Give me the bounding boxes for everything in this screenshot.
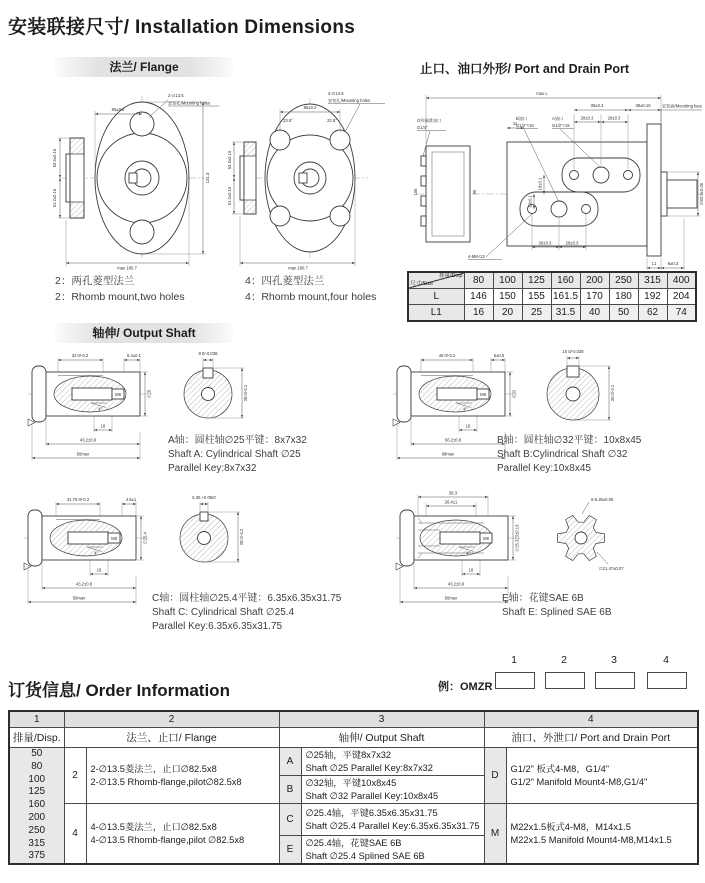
caption-en: 2：Rhomb mount,two holes [55,290,185,303]
dim-label: ∅21.47±0.07 [599,566,624,571]
dim-label: 36±0.3 [590,103,604,108]
flange-2hole-geometry [62,96,204,260]
shaft-a-caption [168,434,307,477]
shaft-code: C [279,804,301,836]
page-title: 安装联接尺寸/ Installation Dimensions [8,17,356,38]
displacement-value: 375 [28,850,46,862]
port-geometry [416,124,703,256]
dim-label: 18 [465,423,471,429]
order-box-number-3: 3 [611,654,617,666]
dim-label: max 180.7 [288,265,308,271]
caption-cn: 4：四孔菱型法兰 [245,275,325,287]
port-drain-drawing [412,80,705,280]
dim-label: G1/2"×15 [516,123,534,128]
cell: 74 [667,305,696,322]
desc-cn: G1/2" 板式4-M8，G1/4" [510,764,610,775]
section-header-port: 止口、油口外形/ Port and Drain Port [420,62,630,76]
caption-en: Parallel Key:10x8x45 [497,463,591,475]
displacement-list [9,748,64,865]
dim-label: 50max [76,451,90,457]
cell: 155 [522,289,551,305]
table-row [9,748,698,776]
col-number: 2 [64,711,279,728]
shaft-b-caption [497,434,641,477]
shaft-code: E [279,836,301,865]
col-number: 3 [279,711,484,728]
dim-label: 19±0.1 [527,195,533,208]
shaft-desc [301,804,484,836]
order-info-title: 订货信息/ Order Information [8,681,230,700]
thread-label: M8 [483,536,489,541]
col-number: 1 [9,711,64,728]
thread-label: M8 [111,536,117,541]
desc-cn: 4-∅13.5菱法兰，止口∅82.5x8 [90,822,217,833]
displacement-value: 100 [28,773,46,785]
order-example-label: 例：OMZR [438,681,493,693]
dim-label: 43.2±0.8 [75,581,93,587]
shaft-b-cross-section [547,349,615,420]
dim-label: 131.3 [205,172,210,184]
dim-label: 28±0.3 [580,115,594,121]
row-label: L1 [408,305,464,322]
dim-label: 23.5° [283,118,293,123]
col-header: 80 [464,272,493,289]
dim-label: 85±0.2 [111,107,125,112]
thread-label: M8 [480,392,486,397]
section-header-shaft: 轴伸/ Output Shaft [55,323,233,343]
dim-label: 18 [100,423,106,429]
dim-label: ∅82.5±0.05 [699,182,704,206]
cell: 146 [464,289,493,305]
dim-label: 5±0.5 [493,353,505,358]
order-code-box-2 [545,672,585,689]
col-header-disp: 排量/Disp. [9,728,64,748]
cell: 170 [580,289,609,305]
dim-label: 28±0.3 [565,240,579,246]
dim-label: 43.2±0.8 [447,581,465,587]
col-header: 315 [638,272,667,289]
dim-label: 38±0.15 [635,103,651,108]
desc-cn: ∅25轴，平键8x7x32 [305,750,392,760]
desc-cn: M22x1.5板式4-M8，M14x1.5 [510,822,631,833]
table-row [9,711,698,728]
flange-caption-4hole [245,274,376,306]
col-header-port: 油口、外泄口/ Port and Drain Port [484,728,698,748]
desc-cn: 2-∅13.5菱法兰，止口∅82.5x8 [90,764,217,775]
table-row [408,289,696,305]
dim-label: 4-M8×13 [468,254,485,259]
shaft-c-caption [152,592,341,635]
desc-cn: ∅25.4轴，花键SAE 6B [305,838,402,849]
dim-label: max 180.7 [117,265,137,271]
dim-label: 28 0/-0.1 [243,384,248,402]
dim-label: 2-∅13.5 [168,93,184,98]
caption-cn: A轴：圆柱轴∅25平键：8x7x32 [168,435,307,446]
flange-4hole-drawing [228,84,386,270]
dim-label: 4° [94,550,99,556]
dim-label: 68max [441,451,455,457]
dim-label: 4° [98,406,103,412]
order-box-number-4: 4 [663,654,669,666]
displacement-value: 200 [28,811,46,823]
dim-label: B油口 [516,116,528,121]
dim-label: 50max [444,595,458,601]
row-label: L [408,289,464,305]
port-code: M [484,804,506,864]
dim-label: 4-∅13.5 [328,91,344,96]
col-header: 200 [580,272,609,289]
dim-label: 8 0/-0.036 [198,351,218,356]
desc-en: 4-∅13.5 Rhomb-flange,pilot ∅82.5x8 [90,834,245,845]
flange-code: 2 [64,748,86,804]
flange-4hole-geometry [240,98,371,258]
port-code: D [484,748,506,804]
dim-label: 28 0/-0.2 [239,528,244,546]
dim-label: 53.3±0.15 [227,150,232,170]
dim-label: ∅25.4 [142,532,148,544]
desc-en: M22x1.5 Manifold Mount4-M8,M14x1.5 [510,834,672,845]
dim-label: 安装孔/Mounting holes [168,100,211,106]
displacement-value: 315 [28,837,46,849]
dim-label: O形圈泄油口 [417,118,442,123]
dim-label: 6.35 +0.05/0 [192,495,216,500]
order-box-number-1: 1 [511,654,517,666]
dim-label: 35 0/-0.1 [610,384,615,402]
dim-label: 95 [472,189,477,195]
dim-label: 26.4±1 [444,499,458,505]
caption-en: Parallel Key:6.35x6.35x31.75 [152,621,283,633]
desc-en: Shaft ∅32 Parallel Key:10x8x45 [305,790,439,801]
table-row [9,728,698,748]
dim-label: ∅32 [511,389,517,399]
flange-2hole-drawing [22,84,222,270]
corner-size-label: 尺寸/Size [410,281,434,287]
caption-cn: C轴：圆柱轴∅25.4平键：6.35x6.35x31.75 [152,593,342,604]
cell: 161.5 [551,289,580,305]
col-header-flange: 法兰、止口/ Flange [64,728,279,748]
shaft-desc [301,776,484,804]
order-code-box-1 [495,672,535,689]
dim-label: 85±0.2 [303,105,317,110]
dim-label: A油口 [552,116,564,121]
section-header-flange: 法兰/ Flange [55,57,233,77]
dim-label: 10 0/-0.036 [562,349,584,354]
dim-label: 28±0.3 [538,240,552,246]
port-desc [506,804,698,864]
caption-en: Shaft C: Cylindrical Shaft ∅25.4 [152,607,295,619]
dim-label: 51.2±0.16 [227,186,232,206]
port-size-table [407,271,697,322]
cell: 16 [464,305,493,322]
dim-label: 50max [72,595,86,601]
cell: 20 [493,305,522,322]
dim-label: G1/4" [417,125,428,130]
dim-label: 6.4±0.1 [127,353,141,358]
caption-en: Shaft B:Cylindrical Shaft ∅32 [497,449,628,461]
shaft-a-geometry [28,366,154,426]
displacement-value: 125 [28,786,46,798]
col-header: 125 [522,272,551,289]
col-header: 160 [551,272,580,289]
flange-caption-2hole [55,274,185,306]
shaft-code: A [279,748,301,776]
col-header: 100 [493,272,522,289]
dim-label: 106 [413,188,418,196]
shaft-desc [301,836,484,865]
flange-desc [86,748,279,804]
order-code-box-4 [647,672,687,689]
col-number: 4 [484,711,698,728]
desc-en: G1/2" Manifold Mount4-M8,G1/4" [510,776,648,787]
cell: 50 [609,305,638,322]
shaft-e-geometry [396,510,522,570]
dim-label: G1/2"×15 [552,123,570,128]
displacement-value: 50 [31,748,43,759]
dim-label: 45 0/-0.2 [438,353,456,358]
desc-cn: ∅32轴，平键10x8x45 [305,778,397,789]
caption-en: 4：Rhomb mount,four holes [245,290,377,303]
shaft-a-cross-section [184,351,248,418]
dim-label: 28±0.3 [607,115,621,121]
flange-desc [86,804,279,864]
dim-label: 56.2±0.8 [444,437,462,443]
shaft-c-geometry [24,510,150,570]
desc-en: Shaft ∅25.4 Splined SAE 6B [305,850,425,861]
dim-label: 4° [466,550,471,556]
dim-label: 11 [512,121,518,126]
dim-label: ∅25.323±0.13 [514,524,520,552]
caption-en: Shaft A: Cylindrical Shaft ∅25 [168,449,301,461]
cell: 150 [493,289,522,305]
col-header: 400 [667,272,696,289]
caption-cn: E轴：花键SAE 6B [502,593,584,604]
table-row [9,804,698,836]
cell: 192 [638,289,667,305]
shaft-c-cross-section [180,495,244,562]
col-header: 250 [609,272,638,289]
shaft-desc [301,748,484,776]
dim-label: 22.5° [327,118,337,123]
dim-label: 18 [96,567,102,573]
dim-label: max L [536,91,548,96]
dim-label: 6-6.35±0.05 [591,497,614,502]
displacement-value: 80 [31,760,43,772]
caption-cn: 2：两孔菱型法兰 [55,275,135,287]
cell: 31.5 [551,305,580,322]
dim-label: 31.75 0/-0.2 [66,497,90,502]
order-code-box-3 [595,672,635,689]
corner-disp-label: 排量/Disp [438,273,463,279]
desc-en: Shaft ∅25 Parallel Key:8x7x32 [305,762,433,773]
displacement-value: 160 [28,799,46,811]
dim-label: 4° [463,406,468,412]
shaft-b-geometry [393,366,519,426]
cell: 62 [638,305,667,322]
dim-label: L1 [651,261,657,266]
dim-label: 安装孔/Mounting holes [328,98,371,103]
cell: 204 [667,289,696,305]
desc-cn: ∅25.4轴，平键6.35x6.35x31.75 [305,808,438,819]
order-info-table [8,710,699,865]
dim-label: 32 0/-0.2 [71,353,89,358]
order-box-number-2: 2 [561,654,567,666]
dim-label: 18 [468,567,474,573]
shaft-code: B [279,776,301,804]
dim-label: 63.5±0.15 [52,148,57,168]
thread-label: M8 [115,392,121,397]
displacement-value: 250 [28,824,46,836]
shaft-e-cross-section [557,497,624,571]
cell: 180 [609,289,638,305]
desc-en: Shaft ∅25.4 Parallel Key:6.35x6.35x31.75 [305,820,480,831]
dim-label: 51.2±0.16 [52,188,57,208]
dim-label: 38.3 [448,490,458,496]
dim-label: 43.2±0.8 [79,437,97,443]
cell: 25 [522,305,551,322]
col-header-shaft: 轴伸/ Output Shaft [279,728,484,748]
caption-en: Parallel Key:8x7x32 [168,463,257,475]
dim-label: 18±0.1 [537,177,543,191]
flange-code: 4 [64,804,86,864]
cell: 40 [580,305,609,322]
dim-label: 安装面/Mounting face [661,103,702,109]
desc-en: 2-∅13.5 Rhomb-flange,pilot∅82.5x8 [90,776,242,787]
port-desc [506,748,698,804]
table-corner-cell [408,272,464,289]
caption-en: Shaft E: Splined SAE 6B [502,607,612,619]
shaft-e-caption [502,592,612,620]
dim-label: ∅25 [146,389,152,399]
dim-label: 4.6±1 [125,497,137,502]
dim-label: 8±0.3 [667,261,679,266]
caption-cn: B轴：圆柱轴∅32平键：10x8x45 [497,435,642,446]
table-row [408,305,696,322]
